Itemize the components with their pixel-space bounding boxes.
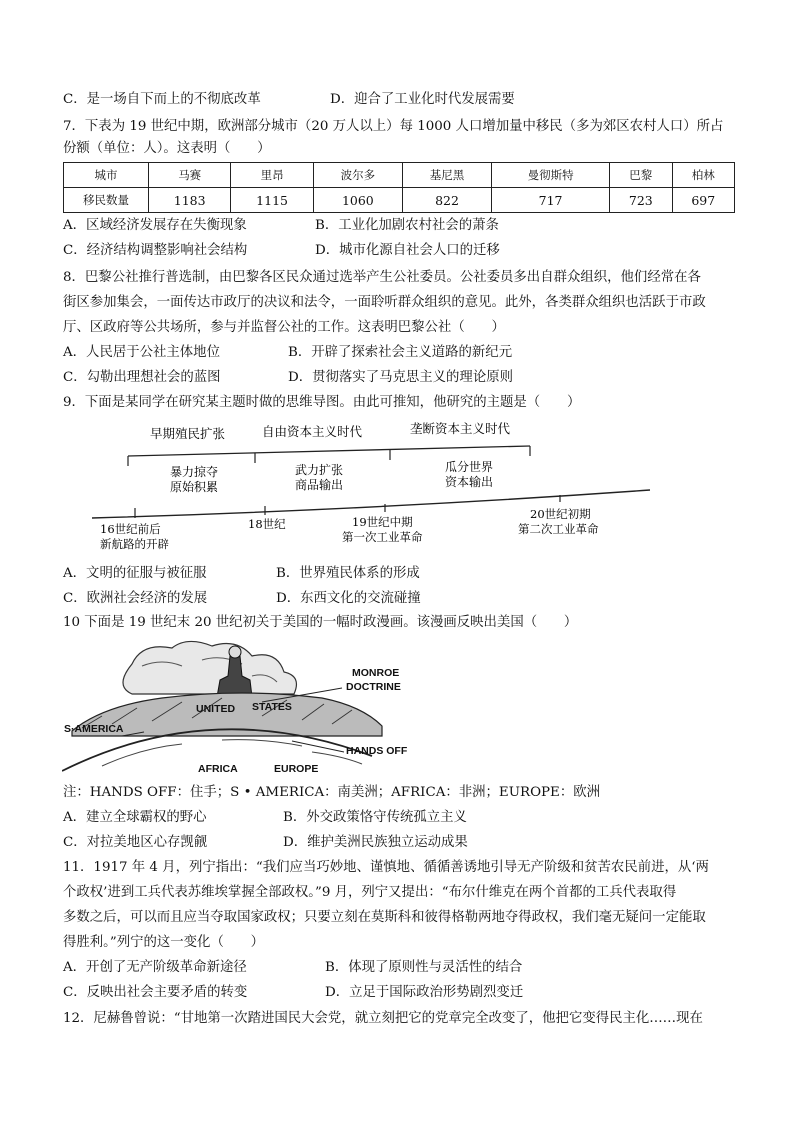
cartoon-label-samerica: S·AMERICA [64,723,124,735]
q7-option-c: C．经济结构调整影响社会结构 [63,243,248,258]
mind-map-period: 早期殖民扩张 [150,426,226,441]
table-city: 曼彻斯特 [492,163,610,188]
q11-option-a: A．开创了无产阶级革命新途径 [63,960,247,975]
q7-option-a: A．区域经济发展存在失衡现象 [63,218,247,233]
q6-option-d: D．迎合了工业化时代发展需要 [330,92,515,107]
table-city: 基尼黑 [402,163,491,188]
mind-map-method: 原始积累 [170,480,219,494]
q10-option-d: D．维护美洲民族独立运动成果 [283,835,468,850]
q8-line-3: 厅、区政府等公共场所，参与并监督公社的工作。这表明巴黎公社（ ） [63,320,505,335]
timeline-label: 20世纪初期 [530,507,591,521]
table-city: 波尔多 [313,163,402,188]
cartoon-cloud [123,641,296,694]
q11-line-3: 多数之后，可以而且应当夺取国家政权；只要立刻在莫斯科和彼得格勒两地夺得政权，我们毫无疑问一定能取 [63,910,706,925]
cartoon-label-states: STATES [252,701,292,713]
timeline-label: 19世纪中期 [352,515,413,529]
timeline-label: 第二次工业革命 [518,522,599,536]
q7-stem-2: 份额（单位：人）。这表明（ ） [63,141,271,156]
political-cartoon [62,636,432,776]
mind-map [90,418,660,558]
table-value: 822 [402,188,491,213]
table-row-header: 城市 [64,163,149,188]
table-value: 697 [672,188,734,213]
q7-stem: 7．下表为 19 世纪中期，欧洲部分城市（20 万人以上）每 1000 人口增加量中移民（多为郊区农村人口）所占 [63,119,724,134]
timeline-label: 第一次工业革命 [342,530,423,544]
table-city: 马赛 [149,163,231,188]
cartoon-label-monroe: MONROE [352,667,400,679]
migration-table [63,162,735,213]
table-city: 里昂 [231,163,313,188]
q11-option-c: C．反映出社会主要矛盾的转变 [63,985,248,1000]
q11-option-b: B．体现了原则性与灵活性的结合 [325,960,523,975]
q9-option-c: C．欧洲社会经济的发展 [63,591,208,606]
q9-option-d: D．东西文化的交流碰撞 [276,591,421,606]
cartoon-label-doctrine: DOCTRINE [346,681,401,693]
mind-map-period: 自由资本主义时代 [262,424,363,439]
q8-option-b: B．开辟了探索社会主义道路的新纪元 [288,345,513,360]
cartoon-figure-head [229,646,241,658]
mind-map-method: 资本输出 [445,475,494,489]
q10-option-a: A．建立全球霸权的野心 [63,810,207,825]
table-value: 1060 [313,188,402,213]
q8-line-1: 8．巴黎公社推行普选制，由巴黎各区民众通过选举产生公社委员。公社委员多出自群众组织，他们经常在各 [63,270,701,285]
q6-option-c: C．是一场自下而上的不彻底改革 [63,92,261,107]
cartoon-pointer [292,741,344,752]
q12-line-1: 12．尼赫鲁曾说：“甘地第一次踏进国民大会党，就立刻把它的党章完全改变了，他把它变得民主化……现在 [63,1011,703,1026]
q10-stem: 10 下面是 19 世纪末 20 世纪初关于美国的一幅时政漫画。该漫画反映出美国（ ） [63,615,578,630]
q11-option-d: D．立足于国际政治形势剧烈变迁 [325,985,524,1000]
q8-option-d: D．贯彻落实了马克思主义的理论原则 [288,370,513,385]
q7-option-b: B．工业化加剧农村社会的萧条 [315,218,499,233]
timeline-label: 18世纪 [248,517,286,531]
mind-map-method: 武力扩张 [295,463,344,477]
q7-option-d: D．城市化源自社会人口的迁移 [315,243,500,258]
q11-line-2: 个政权’进到工兵代表苏维埃掌握全部政权。”9 月，列宁又提出：“布尔什维克在两个首都的工兵代表取得 [63,885,677,900]
mind-map-period: 垄断资本主义时代 [410,421,511,436]
q10-option-b: B．外交政策恪守传统孤立主义 [283,810,467,825]
table-city: 柏林 [672,163,734,188]
table-value: 1115 [231,188,313,213]
q9-option-b: B．世界殖民体系的形成 [276,566,420,581]
table-value: 723 [610,188,672,213]
cartoon-label-handsoff: HANDS OFF [346,745,408,757]
q9-option-a: A．文明的征服与被征服 [63,566,207,581]
mind-map-method: 商品输出 [295,478,344,492]
mind-map-method: 瓜分世界 [445,460,494,474]
q10-option-c: C．对拉美地区心存觊觎 [63,835,208,850]
q8-option-a: A．人民居于公社主体地位 [63,345,220,360]
timeline-label: 16世纪前后 [100,522,161,536]
table-row-header: 移民数量 [64,188,149,213]
mind-map-method: 暴力掠夺 [170,465,219,479]
q11-line-1: 11．1917 年 4 月，列宁指出：“我们应当巧妙地、谨慎地、循循善诱地引导无产阶级和贫苦农民前进，从‘两 [63,860,709,875]
cartoon-label-europe: EUROPE [274,763,319,775]
table-value: 1183 [149,188,231,213]
q9-stem: 9．下面是某同学在研究某主题时做的思维导图。由此可推知，他研究的主题是（ ） [63,395,581,410]
mind-map-top-line [128,446,530,456]
table-city: 巴黎 [610,163,672,188]
cartoon-label-africa: AFRICA [198,763,238,775]
table-header-row [64,163,735,188]
q11-line-4: 得胜利。”列宁的这一变化（ ） [63,935,265,950]
table-row [64,188,735,213]
table-value: 717 [492,188,610,213]
timeline-label: 新航路的开辟 [100,537,169,551]
q8-line-2: 街区参加集会，一面传达市政厅的决议和法令，一面聆听群众组织的意见。此外，各类群众组织也活跃于市政 [63,295,706,310]
cartoon-label-united: UNITED [196,703,236,715]
q10-note: 注：HANDS OFF：住手；S • AMERICA：南美洲；AFRICA：非洲；EUROPE：欧洲 [63,785,601,800]
q8-option-c: C．勾勒出理想社会的蓝图 [63,370,221,385]
